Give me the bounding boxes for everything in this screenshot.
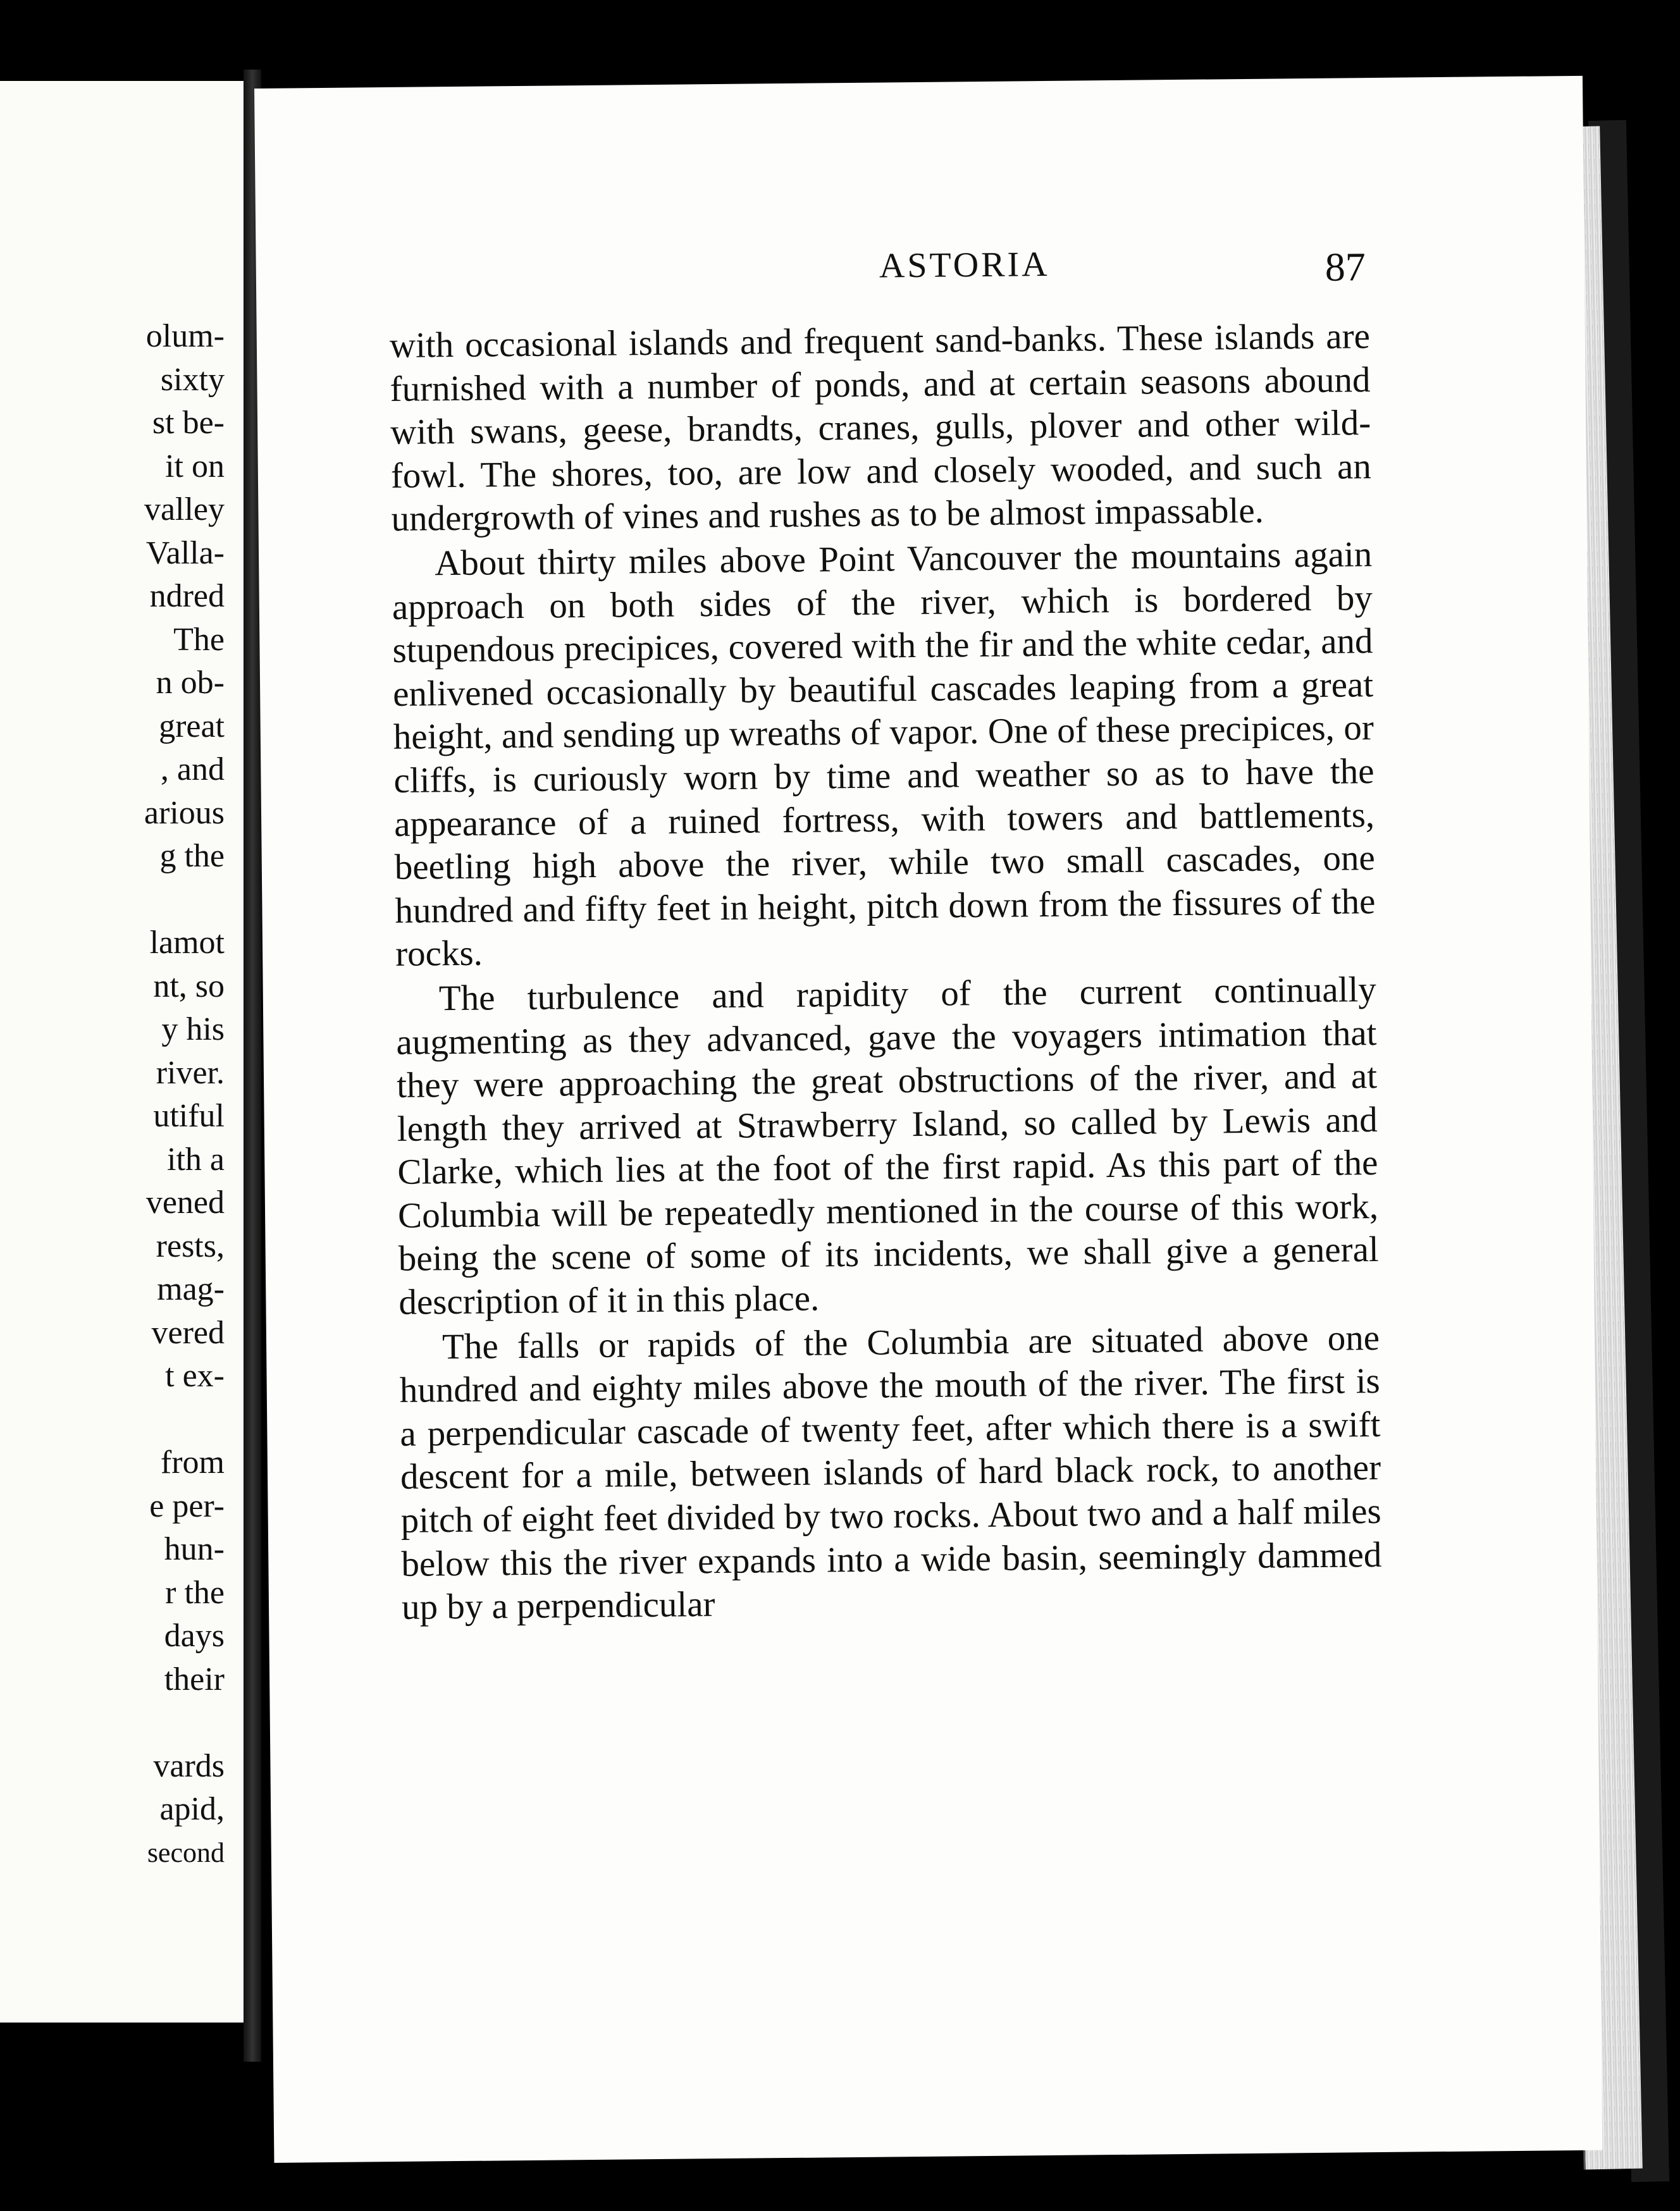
page-number: 87 bbox=[1325, 244, 1366, 290]
running-head: ASTORIA bbox=[879, 244, 1050, 286]
facing-page-line: y his bbox=[161, 1011, 225, 1047]
facing-page-line: great bbox=[159, 708, 225, 744]
facing-page-line: apid, bbox=[159, 1791, 225, 1827]
facing-page-left bbox=[0, 81, 246, 2023]
facing-page-line: e per- bbox=[149, 1487, 225, 1524]
body-text bbox=[390, 315, 1383, 1631]
facing-page-line: vened bbox=[145, 1185, 225, 1221]
facing-page-line: st be- bbox=[152, 405, 225, 441]
facing-page-line: t ex- bbox=[165, 1358, 225, 1394]
facing-page-line: vered bbox=[151, 1314, 225, 1351]
facing-page-line: The bbox=[173, 621, 225, 658]
facing-page-line: it on bbox=[165, 448, 225, 484]
facing-page-line: arious bbox=[144, 794, 225, 831]
facing-page-line: n ob- bbox=[156, 665, 225, 701]
facing-page-line: , and bbox=[160, 751, 225, 787]
facing-page-line: second bbox=[147, 1837, 225, 1868]
facing-page-line: Valla- bbox=[145, 534, 225, 571]
paragraph-3: The turbulence and rapidity of the current continually augmenting as they advanced, gave the voyagers intimation that they were approaching the great obstructions of the river, and at length they arrived at Strawberry Island, so called by Lewis and Clarke, which lies at the foot of the first rapid. As this part of the Columbia will be repeatedly mentioned in the course of this work, being the scene of some of its incidents, we shall give a general description of it in this place. bbox=[396, 969, 1380, 1322]
facing-page-line: ith a bbox=[167, 1141, 225, 1178]
facing-page-line: hun- bbox=[164, 1531, 225, 1567]
facing-page-line: olum- bbox=[145, 318, 225, 354]
facing-page-line: r the bbox=[165, 1574, 225, 1611]
paragraph-4: The falls or rapids of the Columbia are situated above one hundred and eighty miles above the mouth of the river. The first is a perpendicular cascade of twenty feet, after which there is a swift descent for a mile, between islands of hard black rock, to another pitch of eight feet divided by two rocks. About two and a half miles below this the river expands into a wide basin, seemingly dammed up by a perpendicular bbox=[399, 1317, 1382, 1628]
facing-page-line: g the bbox=[159, 838, 225, 874]
page-87 bbox=[254, 76, 1602, 2163]
facing-page-line: river. bbox=[156, 1054, 225, 1091]
facing-page-line: their bbox=[164, 1661, 225, 1697]
facing-page-line: ndred bbox=[149, 578, 225, 614]
facing-page-line: days bbox=[164, 1618, 225, 1654]
facing-page-line: nt, so bbox=[153, 968, 225, 1004]
facing-page-line: from bbox=[160, 1444, 225, 1481]
facing-page-line: rests, bbox=[156, 1228, 225, 1264]
facing-page-line: valley bbox=[144, 491, 225, 527]
facing-page-line: vards bbox=[153, 1747, 225, 1784]
facing-page-line: utiful bbox=[153, 1098, 225, 1134]
facing-page-line: sixty bbox=[160, 361, 225, 398]
facing-page-line: lamot bbox=[149, 925, 225, 961]
facing-page-line: mag- bbox=[157, 1271, 225, 1307]
paragraph-2: About thirty miles above Point Vancouver the mountains again approach on both sides of the river, which is bordered by stupendous precipices, covered with the fir and the white cedar, and enlivened occasionally by beautiful cascades leaping from a great height, and sending up wreaths of vapor. One of these precipices, or cliffs, is curiously worn by time and weather so as to have the appearance of a ruined fortress, with towers and battlements, beetling high above the river, while two small cascades, one hundred and fifty feet in height, pitch down from the fissures of the rocks. bbox=[392, 534, 1376, 975]
paragraph-1: with occasional islands and frequent sand-banks. These islands are furnished with a number of ponds, and at certain seasons abound with swans, geese, brandts, cranes, gulls, plover and other wild-fowl. The shores, too, are low and closely wooded, and such an undergrowth of vines and rushes as to be almost impassable. bbox=[389, 316, 1372, 539]
